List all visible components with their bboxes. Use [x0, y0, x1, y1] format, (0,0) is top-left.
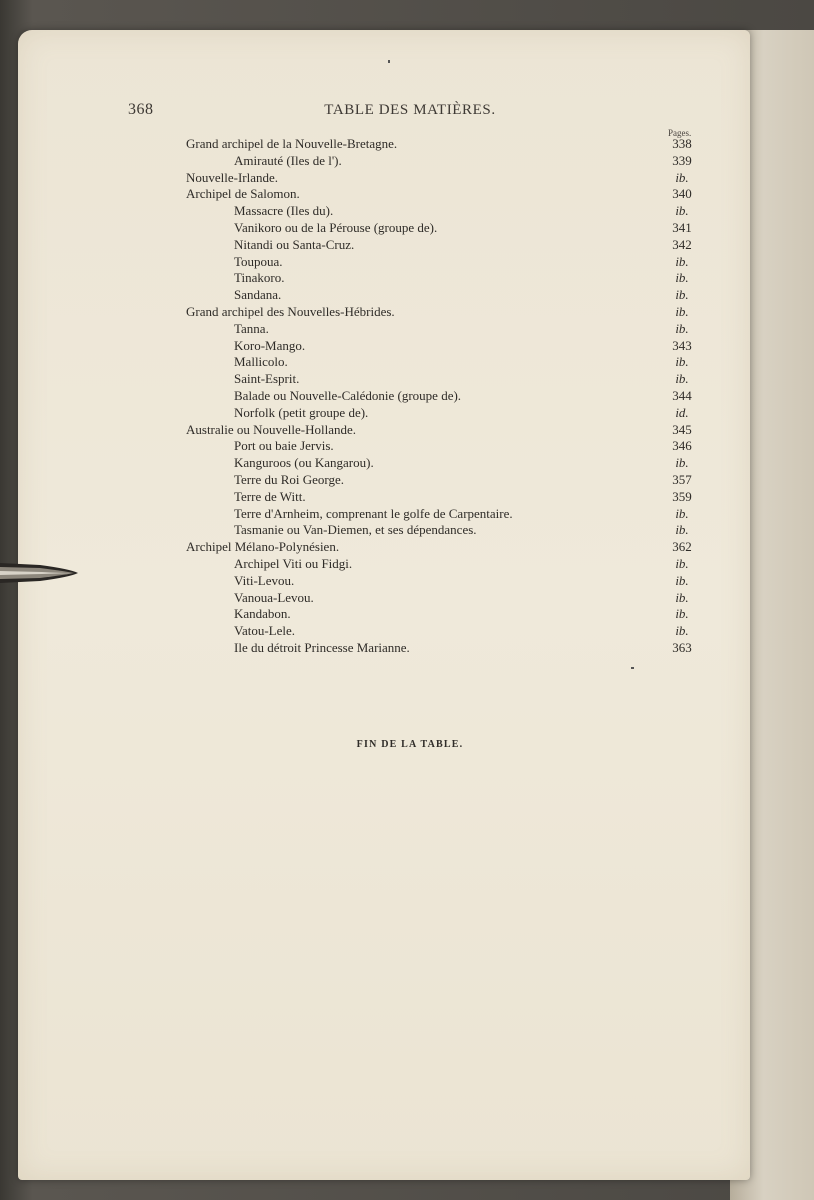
toc-entry [0, 237, 814, 254]
toc-entry [0, 220, 814, 237]
toc-entry [0, 371, 814, 388]
end-of-table-text: FIN DE LA TABLE. [356, 739, 464, 750]
toc-entry [0, 438, 814, 455]
toc-entry [0, 405, 814, 422]
toc-entry-page: 342 [672, 236, 692, 252]
toc-entry [0, 590, 814, 607]
toc-entry-page: ib. [675, 623, 689, 639]
toc-entry-title: Archipel de Salomon. [186, 186, 300, 202]
toc-entry-page: 343 [672, 337, 692, 353]
toc-entry-title: Tinakoro. [234, 270, 285, 286]
toc-entry-page: 362 [672, 539, 692, 555]
toc-entry [0, 422, 814, 439]
toc-entry-page: 346 [672, 438, 692, 454]
toc-entry-page: 339 [672, 152, 692, 168]
toc-entry [0, 455, 814, 472]
toc-entry [0, 153, 814, 170]
toc-entry [0, 539, 814, 556]
toc-entry-page: ib. [675, 270, 689, 286]
toc-entry-page: ib. [675, 505, 689, 521]
toc-entry-page: ib. [675, 303, 689, 319]
toc-entry-page: ib. [675, 455, 689, 471]
toc-entry [0, 186, 814, 203]
toc-entry [0, 354, 814, 371]
toc-entry-title: Amirauté (Iles de l'). [234, 152, 342, 168]
toc-entry-title: Terre de Witt. [234, 488, 306, 504]
toc-entry [0, 606, 814, 623]
toc-entry-page: 357 [672, 471, 692, 487]
toc-entry-title: Nitandi ou Santa-Cruz. [234, 236, 355, 252]
toc-entry-page: id. [675, 404, 689, 420]
toc-entry-title: Kandabon. [234, 606, 291, 622]
toc-entry-page: ib. [675, 320, 689, 336]
toc-entry [0, 321, 814, 338]
toc-entry-title: Vanikoro ou de la Pérouse (groupe de). [234, 219, 438, 235]
toc-entry-title: Vatou-Lele. [234, 623, 296, 639]
toc-entry-page: ib. [675, 253, 689, 269]
toc-entry-page: 363 [672, 639, 692, 655]
toc-entry-title: Nouvelle-Irlande. [186, 169, 279, 185]
toc-entry-title: Port ou baie Jervis. [234, 438, 334, 454]
toc-entry-title: Koro-Mango. [234, 337, 306, 353]
toc-entry-page: ib. [675, 555, 689, 571]
ink-speck [388, 60, 390, 63]
toc-entry [0, 170, 814, 187]
toc-entry [0, 489, 814, 506]
toc-entry-page: ib. [675, 354, 689, 370]
toc-entry [0, 388, 814, 405]
toc-entry-page: ib. [675, 287, 689, 303]
toc-entry-page: ib. [675, 589, 689, 605]
toc-entry [0, 556, 814, 573]
toc-entry-page: 345 [672, 421, 692, 437]
toc-entry [0, 522, 814, 539]
toc-entry-title: Mallicolo. [234, 354, 288, 370]
toc-entry [0, 472, 814, 489]
toc-entry [0, 573, 814, 590]
toc-entry-title: Toupoua. [234, 253, 283, 269]
toc-entry-page: ib. [675, 606, 689, 622]
toc-entry-page: ib. [675, 203, 689, 219]
toc-entry-title: Norfolk (petit groupe de). [234, 404, 369, 420]
toc-entry [0, 623, 814, 640]
toc-entry-page: 341 [672, 219, 692, 235]
toc-entry-title: Grand archipel de la Nouvelle-Bretagne. [186, 136, 398, 151]
toc-entry-title: Saint-Esprit. [234, 371, 300, 387]
toc-entry [0, 254, 814, 271]
toc-entry [0, 270, 814, 287]
toc-entry-title: Terre du Roi George. [234, 471, 345, 487]
toc-entry-title: Australie ou Nouvelle-Hollande. [186, 421, 357, 437]
ink-speck [631, 667, 634, 669]
toc-entry-title: Kanguroos (ou Kangarou). [234, 455, 374, 471]
toc-entry-title: Balade ou Nouvelle-Calédonie (groupe de). [234, 387, 462, 403]
toc-entry-page: ib. [675, 371, 689, 387]
toc-entry-page: ib. [675, 572, 689, 588]
toc-entry-page: 344 [672, 387, 692, 403]
toc-entry-title: Archipel Viti ou Fidgi. [234, 555, 353, 571]
toc-entry-title: Sandana. [234, 287, 282, 303]
toc-entry-page: 340 [672, 186, 692, 202]
toc-entry-title: Terre d'Arnheim, comprenant le golfe de Carpentaire. [234, 505, 513, 521]
toc-entry-page: 359 [672, 488, 692, 504]
running-title: TABLE DES MATIÈRES. [324, 102, 496, 118]
toc-entry [0, 338, 814, 355]
toc-entry-title: Massacre (Iles du). [234, 203, 334, 219]
toc-entry-title: Ile du détroit Princesse Marianne. [234, 639, 410, 655]
toc-entry-page: 338 [672, 136, 692, 151]
toc-entry [0, 640, 814, 657]
toc-entry-title: Viti-Levou. [234, 572, 295, 588]
pages-column-label: Pages. [668, 128, 692, 138]
toc-entry-page: ib. [675, 169, 689, 185]
toc-entry [0, 304, 814, 321]
toc-entry [0, 136, 814, 153]
toc-entry [0, 203, 814, 220]
toc-entry [0, 287, 814, 304]
toc-entry-title: Tanna. [234, 320, 269, 336]
toc-entry-page: ib. [675, 522, 689, 538]
bookmark-pen-icon [0, 553, 80, 593]
table-of-contents [0, 136, 814, 657]
toc-entry-title: Tasmanie ou Van-Diemen, et ses dépendances. [234, 522, 477, 538]
toc-entry [0, 506, 814, 523]
toc-entry-title: Archipel Mélano-Polynésien. [186, 539, 340, 555]
toc-entry-title: Vanoua-Levou. [234, 589, 314, 605]
page-number: 368 [128, 101, 154, 118]
toc-entry-title: Grand archipel des Nouvelles-Hébrides. [186, 303, 395, 319]
